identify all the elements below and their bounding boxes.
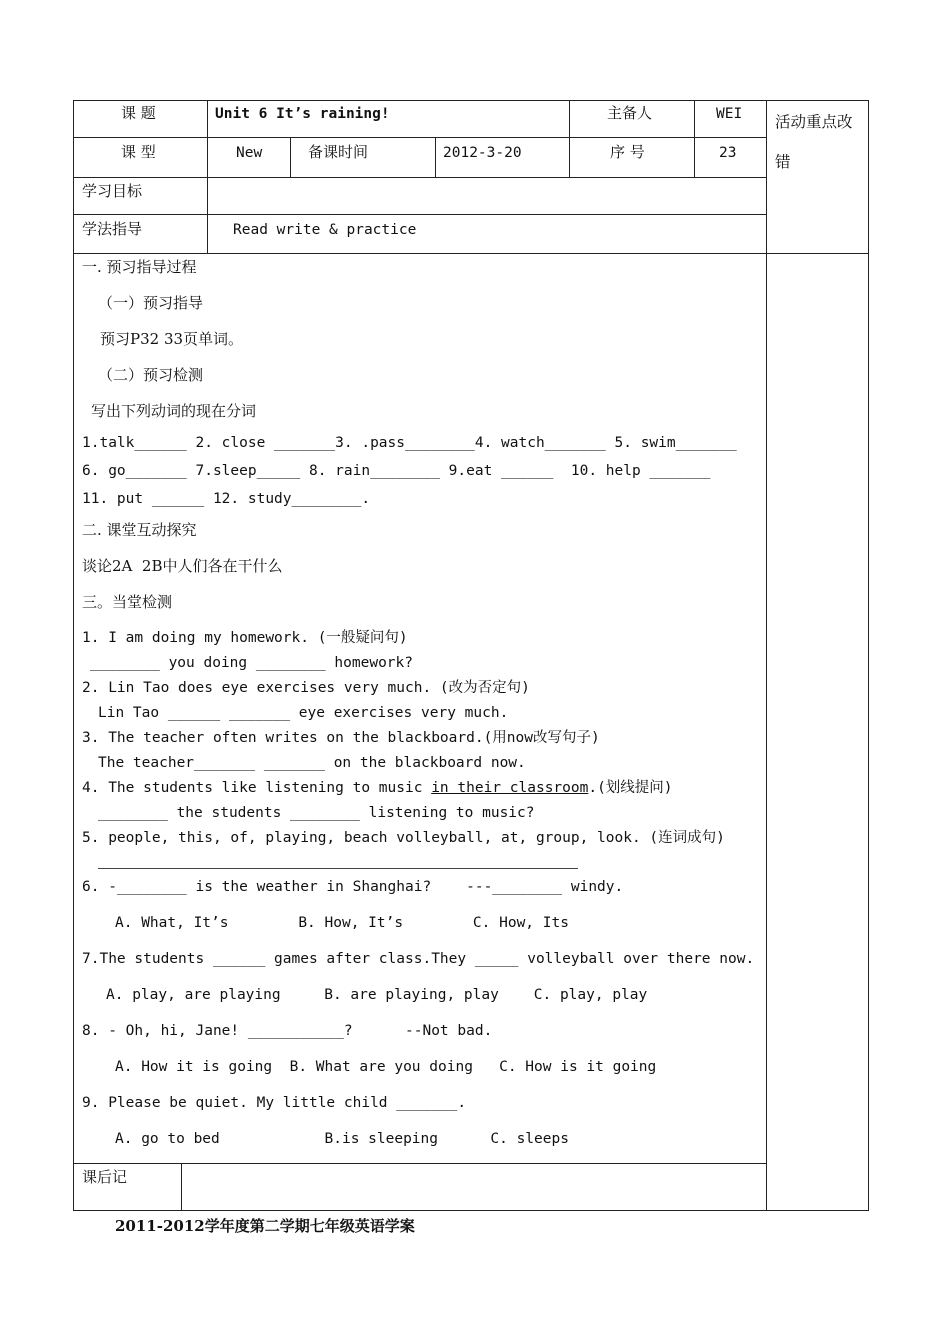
table-col-line	[290, 137, 291, 178]
footer-caption: 2011-2012学年度第二学期七年级英语学案	[115, 1217, 415, 1235]
table-col-line	[766, 100, 767, 1211]
question-4-underlined: in their classroom	[431, 780, 589, 796]
table-border-top	[73, 100, 869, 101]
section-3-title: 三。当堂检测	[82, 593, 173, 611]
table-col-line	[207, 100, 208, 254]
table-col-line	[569, 100, 570, 178]
section-1-sub1-text: 预习P32 33页单词。	[100, 330, 244, 348]
question-3: 3. The teacher often writes on the blackboard.(用now改写句子)	[82, 730, 600, 746]
question-8-options: A. How it is going B. What are you doing C. How is it going	[115, 1059, 657, 1075]
side-note-label: 活动重点改错	[775, 113, 853, 171]
table-row-line	[73, 214, 767, 215]
table-col-line	[181, 1163, 182, 1211]
verb-exercise-line: 6. go_______ 7.sleep_____ 8. rain________ 9.eat ______ 10. help _______	[82, 463, 711, 479]
type-label: 课 型	[121, 143, 156, 161]
section-1-title: 一. 预习指导过程	[82, 258, 197, 276]
section-1-sub2-text: 写出下列动词的现在分词	[91, 402, 257, 420]
table-col-line	[694, 100, 695, 178]
table-border-bottom	[73, 1210, 869, 1211]
question-3-answer: The teacher_______ _______ on the blackboard now.	[98, 755, 526, 771]
answer-blank-line	[98, 868, 578, 869]
table-border-right	[868, 100, 869, 1211]
question-2-answer: Lin Tao ______ _______ eye exercises very much.	[98, 705, 509, 721]
section-2-title: 二. 课堂互动探究	[82, 521, 197, 539]
topic-label: 课 题	[121, 104, 156, 122]
question-8: 8. - Oh, hi, Jane! ___________? --Not bad.	[82, 1023, 493, 1039]
question-2: 2. Lin Tao does eye exercises very much. (改为否定句)	[82, 680, 530, 696]
table-row-line	[73, 177, 767, 178]
preparer-label: 主备人	[607, 104, 653, 122]
prep-time-label: 备课时间	[308, 143, 369, 161]
section-1-sub2: （二）预习检测	[98, 366, 204, 384]
question-7: 7.The students ______ games after class.They _____ volleyball over there now.	[82, 951, 755, 967]
question-5: 5. people, this, of, playing, beach volleyball, at, group, look. (连词成句)	[82, 830, 725, 846]
question-4-answer: ________ the students ________ listening to music?	[98, 805, 535, 821]
goal-label: 学习目标	[82, 182, 143, 200]
type-value: New	[236, 145, 263, 161]
table-border-left	[73, 100, 74, 1211]
question-7-options: A. play, are playing B. are playing, play C. play, play	[106, 987, 648, 1003]
after-class-label: 课后记	[82, 1168, 128, 1186]
prep-time-value: 2012-3-20	[443, 145, 522, 161]
question-4	[82, 779, 673, 797]
table-col-line	[435, 137, 436, 178]
question-6: 6. -________ is the weather in Shanghai? ---________ windy.	[82, 879, 624, 895]
verb-exercise-line: 1.talk______ 2. close _______3. .pass________4. watch_______ 5. swim_______	[82, 435, 737, 451]
seq-label: 序 号	[610, 143, 645, 161]
section-2-text: 谈论2A 2B中人们各在干什么	[82, 557, 283, 575]
question-9-options: A. go to bed B.is sleeping C. sleeps	[115, 1131, 569, 1147]
table-row-line	[73, 253, 869, 254]
method-value: Read write & practice	[233, 222, 417, 238]
verb-exercise-line: 11. put ______ 12. study________.	[82, 491, 371, 507]
question-4-instruction: .(划线提问)	[588, 780, 673, 796]
question-1-answer: ________ you doing ________ homework?	[90, 655, 414, 671]
table-row-line	[73, 137, 767, 138]
question-9: 9. Please be quiet. My little child _______.	[82, 1095, 467, 1111]
question-1: 1. I am doing my homework. (一般疑问句)	[82, 630, 408, 646]
seq-value: 23	[719, 145, 737, 161]
section-1-sub1: （一）预习指导	[98, 294, 204, 312]
preparer-value: WEI	[716, 106, 743, 122]
method-label: 学法指导	[82, 220, 143, 238]
table-row-line	[73, 1163, 767, 1164]
question-4-text: 4. The students like listening to music	[82, 780, 432, 796]
question-6-options: A. What, It’s B. How, It’s C. How, Its	[115, 915, 569, 931]
topic-value: Unit 6 It’s raining!	[215, 106, 390, 122]
